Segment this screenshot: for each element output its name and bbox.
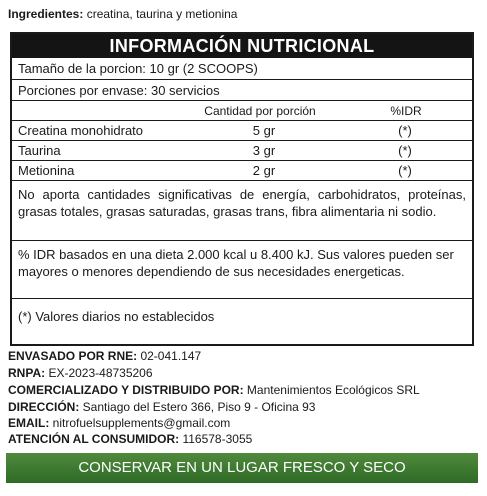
serving-size: Tamaño de la porcion: 10 gr (2 SCOOPS) (12, 58, 472, 80)
info-label: ATENCIÓN AL CONSUMIDOR: (8, 432, 180, 446)
row-idr: (*) (398, 143, 412, 158)
info-value: EX-2023-48735206 (45, 366, 153, 380)
email-line (8, 416, 230, 431)
info-label: ENVASADO POR RNE: (8, 349, 138, 363)
row-name: Taurina (18, 143, 61, 158)
table-row (12, 161, 472, 181)
distributor-line (8, 383, 420, 398)
row-amount: 5 gr (252, 123, 276, 138)
packaged-by-line (8, 349, 201, 364)
info-label: EMAIL: (8, 416, 50, 430)
row-amount: 3 gr (252, 143, 276, 158)
row-name: Creatina monohidrato (18, 123, 144, 138)
address-line (8, 400, 315, 415)
ingredients-line (8, 7, 237, 21)
header-idr: %IDR (390, 103, 422, 118)
row-name: Metionina (18, 163, 75, 178)
table-header (12, 101, 472, 121)
header-amount: Cantidad por porción (204, 103, 316, 118)
servings-per-container: Porciones por envase: 30 servicios (12, 80, 472, 101)
info-label: RNPA: (8, 366, 46, 380)
nutrition-title: INFORMACIÓN NUTRICIONAL (12, 34, 472, 58)
info-value: Mantenimientos Ecológicos SRL (243, 383, 420, 397)
no-significant-note: No aporta cantidades significativas de energía, carbohidratos, proteínas, grasas totales, grasas saturadas, grasas trans, fibra alimentaria ni sodio. (12, 181, 472, 241)
info-label: COMERCIALIZADO Y DISTRIBUIDO POR: (8, 383, 244, 397)
info-label: DIRECCIÓN: (8, 400, 80, 414)
row-amount: 2 gr (252, 163, 276, 178)
table-row (12, 121, 472, 141)
nutrition-table (10, 32, 474, 346)
info-value: nitrofuelsupplements@gmail.com (49, 416, 231, 430)
consumer-service-line (8, 432, 252, 447)
storage-banner: CONSERVAR EN UN LUGAR FRESCO Y SECO (6, 453, 478, 483)
info-value: 116578-3055 (179, 432, 253, 446)
ingredients-value: creatina, taurina y metionina (86, 7, 238, 21)
idr-basis-note: % IDR basados en una dieta 2.000 kcal u 8.400 kJ. Sus valores pueden ser mayores o menores dependiendo de sus necesidades energeticas. (12, 241, 472, 299)
row-idr: (*) (398, 123, 412, 138)
row-idr: (*) (398, 163, 412, 178)
info-value: 02-041.147 (137, 349, 202, 363)
rnpa-line (8, 366, 153, 381)
table-row (12, 141, 472, 161)
daily-values-footnote: (*) Valores diarios no establecidos (18, 308, 215, 324)
ingredients-label: Ingredientes: (8, 7, 84, 21)
info-value: Santiago del Estero 366, Piso 9 - Oficina 93 (79, 400, 316, 414)
